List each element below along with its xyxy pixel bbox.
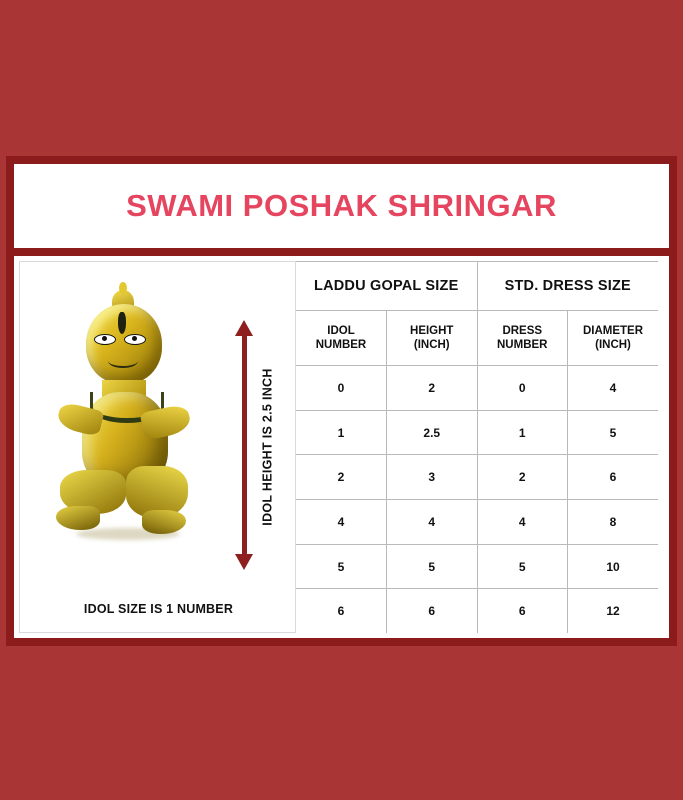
column-header-height-inch (387, 311, 478, 366)
cell-idol-number: 6 (296, 589, 387, 633)
cell-idol-number: 5 (296, 544, 387, 589)
table-column-header-row (296, 311, 658, 366)
table-row (296, 589, 658, 633)
column-header-height-line1: HEIGHT (410, 324, 454, 337)
cell-idol-number: 1 (296, 410, 387, 455)
cell-height: 6 (387, 589, 478, 633)
cell-dress-number: 0 (477, 366, 568, 411)
cell-diameter: 6 (568, 455, 659, 500)
cell-idol-number: 0 (296, 366, 387, 411)
size-table-panel (296, 261, 658, 633)
cell-height: 3 (387, 455, 478, 500)
content-band (14, 256, 669, 638)
table-row (296, 410, 658, 455)
group-header-std-dress-size: STD. DRESS SIZE (477, 262, 658, 311)
table-group-header-row (296, 262, 658, 311)
page-title: SWAMI POSHAK SHRINGAR (126, 188, 557, 223)
column-header-diameter-inch (568, 311, 659, 366)
table-row (296, 366, 658, 411)
cell-diameter: 5 (568, 410, 659, 455)
column-header-height-line2: (INCH) (413, 339, 450, 351)
cell-dress-number: 4 (477, 500, 568, 545)
idol-photo-panel (19, 261, 296, 633)
idol-height-label-text: IDOL HEIGHT IS 2.5 INCH (261, 368, 276, 526)
column-header-dress-line2: NUMBER (497, 339, 548, 351)
table-row (296, 455, 658, 500)
arrow-head-down-icon (235, 554, 253, 570)
table-row (296, 500, 658, 545)
column-header-idol-number-line1: IDOL (327, 324, 355, 337)
title-band (14, 164, 669, 248)
cell-height: 5 (387, 544, 478, 589)
idol-foot-left (56, 506, 100, 530)
cell-dress-number: 6 (477, 589, 568, 633)
idol-tilak (118, 312, 126, 334)
column-header-diameter-line1: DIAMETER (582, 324, 644, 337)
idol-figure (56, 288, 192, 538)
column-header-idol-number (296, 311, 387, 366)
arrow-shaft (242, 334, 247, 556)
cell-diameter: 12 (568, 589, 659, 633)
cell-dress-number: 1 (477, 410, 568, 455)
cell-dress-number: 2 (477, 455, 568, 500)
cell-height: 4 (387, 500, 478, 545)
idol-image (20, 262, 230, 592)
idol-eye-left (94, 334, 116, 345)
table-row (296, 544, 658, 589)
idol-shadow (76, 528, 180, 540)
cell-height: 2.5 (387, 410, 478, 455)
cell-idol-number: 2 (296, 455, 387, 500)
cell-diameter: 8 (568, 500, 659, 545)
column-header-dress-number (477, 311, 568, 366)
column-header-dress-line1: DRESS (502, 324, 543, 337)
idol-size-caption: IDOL SIZE IS 1 NUMBER (83, 602, 234, 616)
table-body (296, 366, 658, 634)
poster-card (6, 156, 677, 646)
idol-mouth (108, 354, 138, 368)
cell-diameter: 4 (568, 366, 659, 411)
column-header-diameter-line2: (INCH) (595, 339, 631, 351)
group-header-laddu-gopal-size: LADDU GOPAL SIZE (296, 262, 477, 311)
cell-dress-number: 5 (477, 544, 568, 589)
idol-eye-right (124, 334, 146, 345)
cell-diameter: 10 (568, 544, 659, 589)
size-chart-table (296, 261, 658, 633)
idol-height-label (258, 322, 278, 572)
cell-height: 2 (387, 366, 478, 411)
height-arrow-icon (230, 320, 258, 570)
cell-idol-number: 4 (296, 500, 387, 545)
column-header-idol-number-line2: NUMBER (315, 339, 367, 351)
